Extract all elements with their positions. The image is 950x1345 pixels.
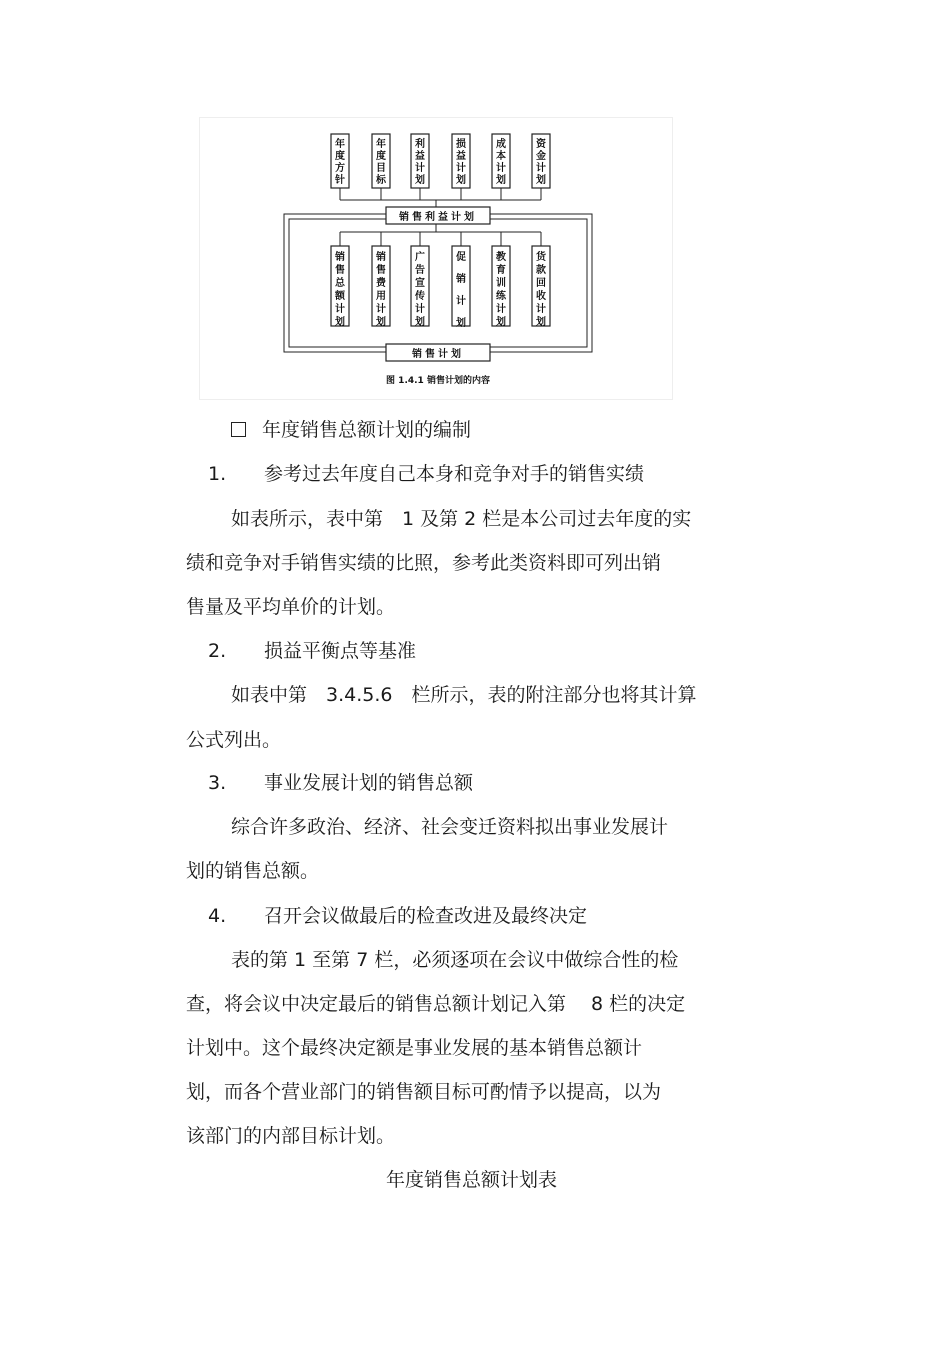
sales-plan-diagram <box>199 117 673 400</box>
paragraph-line: 绩和竞争对手销售实绩的比照，参考此类资料即可列出销 <box>186 552 662 574</box>
bottom-box-label: 销售费用计划 <box>376 252 386 328</box>
section-heading <box>231 417 471 443</box>
paragraph-line: 综合许多政治、经济、社会变迁资料拟出事业发展计 <box>231 816 669 838</box>
item-title: 参考过去年度自己本身和竞争对手的销售实绩 <box>264 463 645 485</box>
top-box-label: 损益计划 <box>456 139 466 186</box>
bottom-box-label: 销售总额计划 <box>335 252 345 328</box>
paragraph-line: 该部门的内部目标计划。 <box>186 1125 396 1147</box>
bottom-box-label: 教育训练计划 <box>496 252 506 328</box>
item-1 <box>208 461 644 487</box>
bottom-box-label: 促销计划 <box>456 252 466 329</box>
checkbox-square-icon <box>231 422 246 437</box>
table-title: 年度销售总额计划表 <box>386 1169 558 1191</box>
paragraph-line: 划的销售总额。 <box>186 860 320 882</box>
paragraph-line: 如表中第 3.4.5.6 栏所示，表的附注部分也将其计算 <box>231 684 697 706</box>
paragraph-line: 表的第 1 至第 7 栏，必须逐项在会议中做综合性的检 <box>231 949 679 971</box>
item-4 <box>208 903 587 929</box>
middle-label-text: 销售利益计划 <box>399 212 477 223</box>
paragraph-line: 划，而各个营业部门的销售额目标可酌情予以提高，以为 <box>186 1081 662 1103</box>
top-box-label: 利益计划 <box>415 139 425 186</box>
bottom-box-label: 广告宣传计划 <box>415 252 425 328</box>
paragraph-line: 售量及平均单价的计划。 <box>186 596 396 618</box>
item-2 <box>208 638 416 664</box>
paragraph-line: 公式列出。 <box>186 729 282 751</box>
section-heading-text: 年度销售总额计划的编制 <box>262 419 472 441</box>
top-box-label: 年度目标 <box>376 139 386 186</box>
paragraph-line: 计划中。这个最终决定额是事业发展的基本销售总额计 <box>186 1037 643 1059</box>
item-title: 损益平衡点等基准 <box>264 640 417 662</box>
item-number: 4. <box>208 905 227 927</box>
item-title: 召开会议做最后的检查改进及最终决定 <box>264 905 588 927</box>
paragraph-line: 如表所示，表中第 1 及第 2 栏是本公司过去年度的实 <box>231 508 692 530</box>
paragraph-line: 查，将会议中决定最后的销售总额计划记入第 8 栏的决定 <box>186 993 686 1015</box>
top-box-label: 年度方针 <box>335 139 345 186</box>
top-box-label: 资金计划 <box>536 139 546 186</box>
figure-caption: 图 1.4.1 销售计划的内容 <box>386 376 490 386</box>
top-box-label: 成本计划 <box>496 139 506 186</box>
item-number: 2. <box>208 640 227 662</box>
diagram-canvas <box>200 118 672 399</box>
bottom-box-label: 货款回收计划 <box>536 252 546 328</box>
item-title: 事业发展计划的销售总额 <box>264 772 474 794</box>
bottom-label-text: 销售计划 <box>412 349 464 360</box>
item-number: 1. <box>208 463 227 485</box>
item-3 <box>208 770 473 796</box>
item-number: 3. <box>208 772 227 794</box>
